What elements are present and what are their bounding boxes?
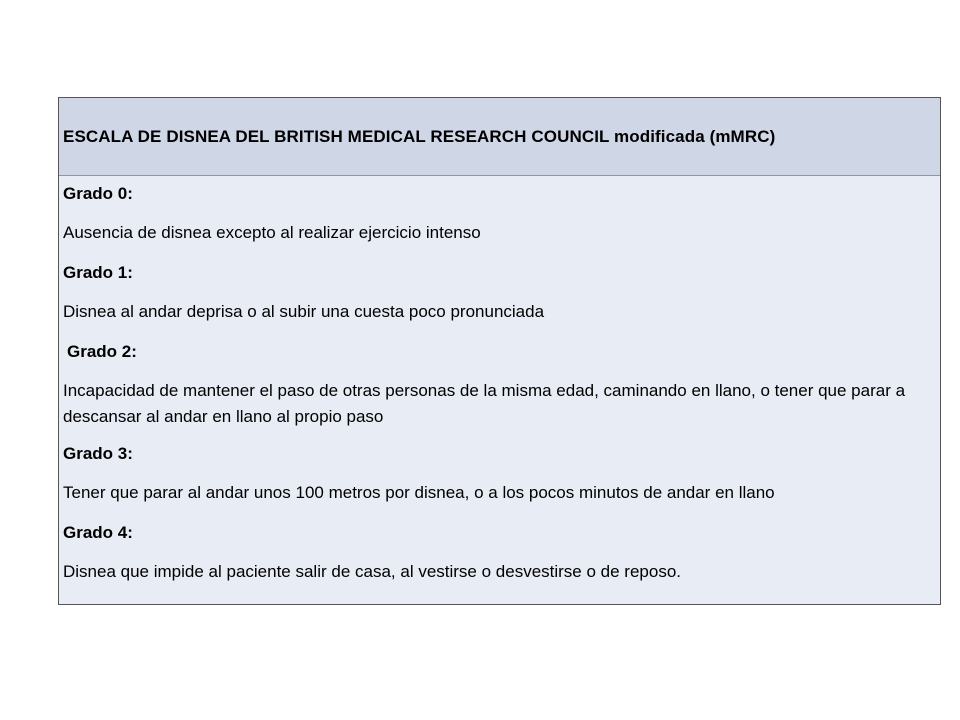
- grade-0-label: Grado 0:: [63, 184, 133, 203]
- grade-0-description: Ausencia de disnea excepto al realizar ejercicio intenso: [63, 223, 481, 242]
- grade-0-row: [63, 179, 936, 258]
- grade-1-description: Disnea al andar deprisa o al subir una cuesta poco pronunciada: [63, 302, 545, 321]
- table-header: [59, 98, 940, 176]
- grade-3-row: [63, 439, 936, 518]
- grade-2-row: [63, 337, 936, 439]
- grade-1-row: [63, 258, 936, 337]
- grade-4-label: Grado 4:: [63, 523, 133, 542]
- grade-2-label: Grado 2:: [67, 342, 137, 361]
- table-body: [59, 176, 940, 604]
- grade-4-description: Disnea que impide al paciente salir de casa, al vestirse o desvestirse o de reposo.: [63, 562, 682, 581]
- grade-1-label: Grado 1:: [63, 263, 133, 282]
- table-title: ESCALA DE DISNEA DEL BRITISH MEDICAL RESEARCH COUNCIL modificada (mMRC): [63, 126, 776, 146]
- grade-3-label: Grado 3:: [63, 444, 133, 463]
- grade-4-row: [63, 518, 936, 597]
- grade-3-description: Tener que parar al andar unos 100 metros por disnea, o a los pocos minutos de andar en llano: [63, 483, 775, 502]
- grade-2-description: Incapacidad de mantener el paso de otras personas de la misma edad, caminando en llano, o tener que parar a descansar al andar en llano al propio paso: [63, 381, 906, 426]
- mmrc-scale-table: [58, 97, 941, 605]
